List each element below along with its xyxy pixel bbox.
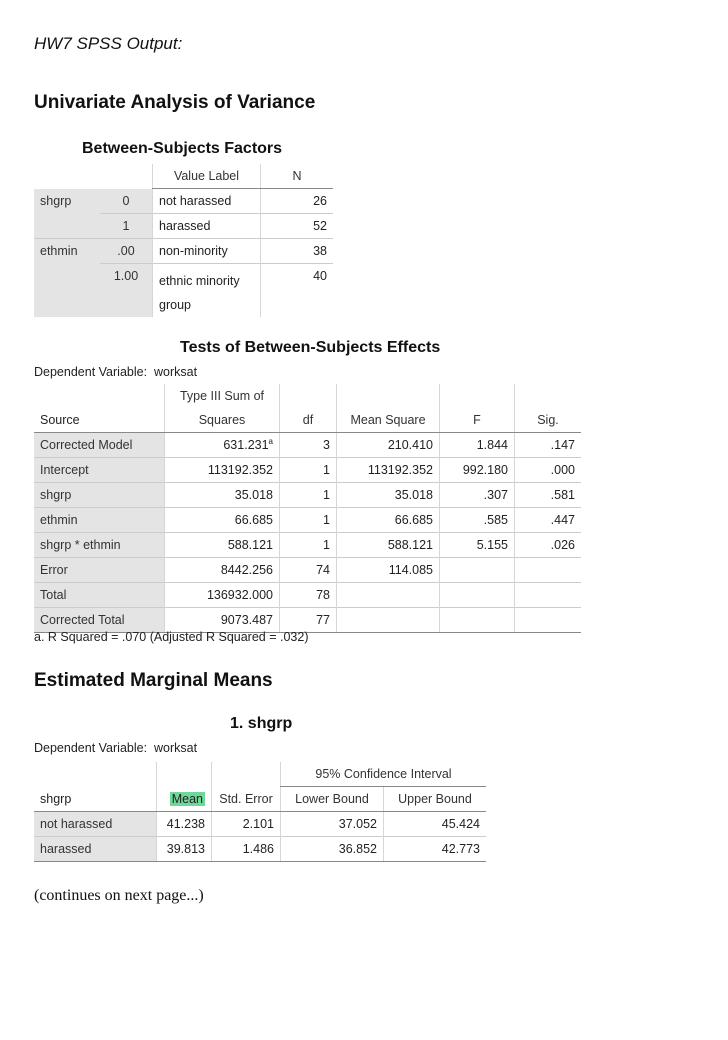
tbse-row: shgrp * ethmin 588.121 1 588.121 5.155 .026 — [34, 533, 581, 558]
bsf-label-line2: group — [159, 298, 191, 312]
section-heading-univariate: Univariate Analysis of Variance — [34, 92, 316, 113]
tbse-row: Corrected Total 9073.487 77 — [34, 608, 581, 633]
tbse-row: ethmin 66.685 1 66.685 .585 .447 — [34, 508, 581, 533]
bsf-row: shgrp 0 not harassed 26 — [34, 189, 333, 214]
tbse-footnote: a. R Squared = .070 (Adjusted R Squared = .032) — [34, 630, 309, 644]
bsf-col-value-label: Value Label — [153, 164, 261, 189]
between-subjects-factors-table — [34, 164, 333, 317]
bsf-title: Between-Subjects Factors — [82, 140, 283, 157]
bsf-col-n: N — [261, 164, 334, 189]
tbse-row: Error 8442.256 74 114.085 — [34, 558, 581, 583]
bsf-row: 1.00 ethnic minority group 40 — [34, 264, 333, 318]
bsf-label-line1: ethnic minority — [159, 274, 240, 288]
tbse-row: shgrp 35.018 1 35.018 .307 .581 — [34, 483, 581, 508]
emm-dependent-variable: Dependent Variable: worksat — [34, 741, 198, 755]
tbse-row: Corrected Model 631.231$^a$ 3 210.410 1.844 .147 — [34, 433, 581, 458]
tbse-row: Total 136932.000 78 — [34, 583, 581, 608]
bsf-row: 1 harassed 52 — [34, 214, 333, 239]
tbse-row: Intercept 113192.352 1 113192.352 992.180 .000 — [34, 458, 581, 483]
emm-row: harassed 39.813 1.486 36.852 42.773 — [34, 837, 486, 862]
tbse-dependent-variable: Dependent Variable: worksat — [34, 365, 198, 379]
section-heading-emm: Estimated Marginal Means — [34, 670, 273, 691]
emm-title: 1. shgrp — [230, 715, 293, 732]
continues-note: (continues on next page...) — [34, 887, 204, 904]
emm-row: not harassed 41.238 2.101 37.052 45.424 — [34, 812, 486, 837]
mean-header-highlight: Mean — [171, 791, 203, 806]
page-title: HW7 SPSS Output: — [34, 34, 183, 53]
tbse-title: Tests of Between-Subjects Effects — [180, 339, 441, 356]
emm-shgrp-table: 95% Confidence Interval shgrp Mean Std. Error Lower Bound Upper Bound not harassed 41.238 2.101 37.052 45.424 harassed 39.813 1.486 36.852 42.773 — [34, 762, 486, 862]
tests-between-subjects-table: Type III Sum of Source Squares df Mean Square F Sig. Corrected Model 631.231$^a$ 3 210.410 1.844 .147 Intercept 113192.352 1 113192.352 992.180 .000 shgrp 35.018 1 35.018 .307 .581 ethmin 66.685 1 66.685 .585 .447 shgrp * ethmin 588.121 1 588.121 5.155 .026 Error 8442.256 74 114.085 Total 136932.000 78 Corrected Total 9073.487 77 — [34, 384, 581, 633]
bsf-row: ethmin .00 non-minority 38 — [34, 239, 333, 264]
